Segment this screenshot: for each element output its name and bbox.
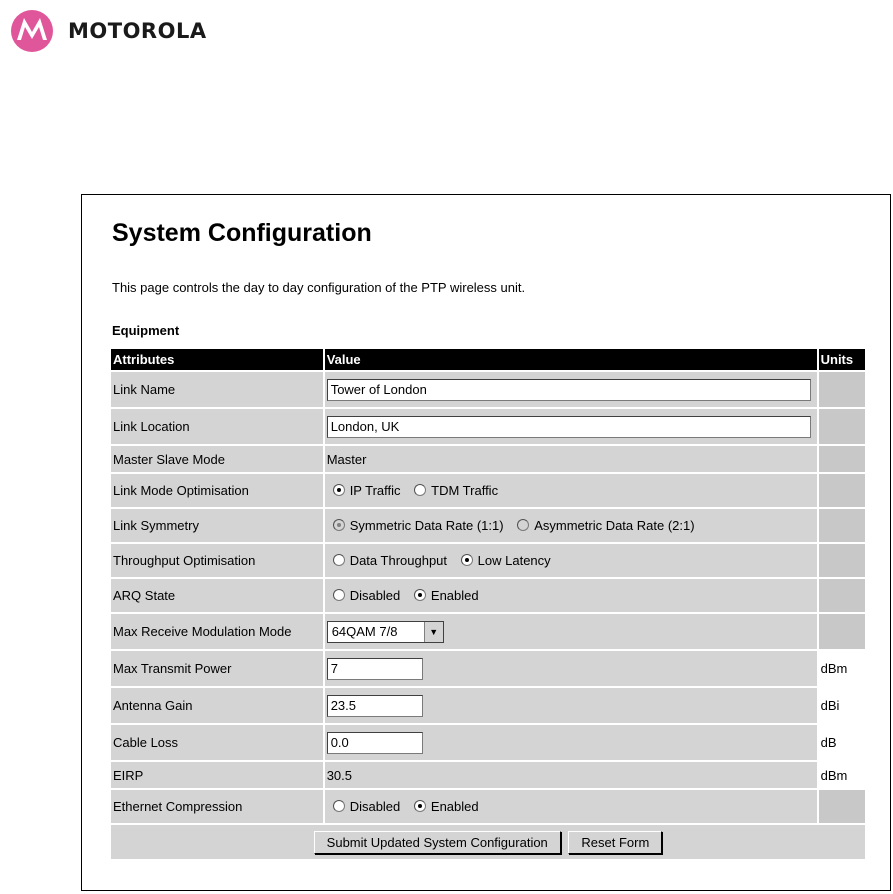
antenna-gain-input[interactable] [327,695,423,717]
table-header-row [111,349,865,370]
table-row [111,372,865,407]
chevron-down-icon[interactable]: ▼ [424,622,443,642]
radio-selected-icon[interactable] [461,554,473,566]
submit-configuration-button[interactable]: Submit Updated System Configuration [314,831,561,854]
brand-name: MOTOROLA [68,19,207,43]
symmetric-option: Symmetric Data Rate (1:1) [333,518,504,533]
radio-selected-icon[interactable] [414,800,426,812]
reset-form-button[interactable]: Reset Form [568,831,662,854]
attr-label: Antenna Gain [111,688,323,723]
table-row [111,579,865,612]
section-label: Equipment [112,323,180,338]
page-title: System Configuration [112,219,372,247]
unit-label: dBm [819,651,865,686]
compression-enabled-option[interactable]: Enabled [414,799,479,814]
radio-icon[interactable] [333,554,345,566]
tdm-traffic-option[interactable]: TDM Traffic [414,483,498,498]
unit-label: dB [819,725,865,760]
attr-label: Link Name [111,372,323,407]
unit-label: dBi [819,688,865,723]
compression-disabled-option[interactable]: Disabled [333,799,401,814]
table-row [111,790,865,823]
header-units: Units [819,349,865,370]
cable-loss-input[interactable] [327,732,423,754]
attr-label: Link Mode Optimisation [111,474,323,507]
motorola-batwing-icon [10,9,54,53]
button-row [111,825,865,859]
attr-label: Max Receive Modulation Mode [111,614,323,649]
attr-label: Throughput Optimisation [111,544,323,577]
arq-enabled-option[interactable]: Enabled [414,588,479,603]
config-table [109,347,867,861]
unit-label: dBm [819,762,865,788]
table-row [111,409,865,444]
attr-label: EIRP [111,762,323,788]
low-latency-option[interactable]: Low Latency [461,553,551,568]
eirp-value: 30.5 [325,762,817,788]
table-row [111,651,865,686]
page-description: This page controls the day to day configuration of the PTP wireless unit. [112,280,526,295]
attr-label: Ethernet Compression [111,790,323,823]
table-row [111,446,865,472]
table-row [111,509,865,542]
radio-disabled-icon [517,519,529,531]
header-attributes: Attributes [111,349,323,370]
table-row [111,614,865,649]
ip-traffic-option[interactable]: IP Traffic [333,483,401,498]
radio-disabled-selected-icon [333,519,345,531]
link-location-input[interactable] [327,416,811,438]
table-row [111,544,865,577]
arq-disabled-option[interactable]: Disabled [333,588,401,603]
data-throughput-option[interactable]: Data Throughput [333,553,447,568]
motorola-logo [10,8,207,54]
table-row [111,688,865,723]
modulation-select[interactable] [327,621,444,643]
table-row [111,474,865,507]
radio-icon[interactable] [414,484,426,496]
attr-label: ARQ State [111,579,323,612]
link-name-input[interactable] [327,379,811,401]
attr-label: Cable Loss [111,725,323,760]
attr-label: Max Transmit Power [111,651,323,686]
attr-label: Link Location [111,409,323,444]
radio-icon[interactable] [333,800,345,812]
config-panel [81,194,891,891]
table-row [111,762,865,788]
table-row [111,725,865,760]
radio-selected-icon[interactable] [414,589,426,601]
header-value: Value [325,349,817,370]
radio-icon[interactable] [333,589,345,601]
modulation-selected-value: 64QAM 7/8 [331,623,398,639]
attr-label: Master Slave Mode [111,446,323,472]
attr-label: Link Symmetry [111,509,323,542]
radio-selected-icon[interactable] [333,484,345,496]
master-slave-value: Master [325,446,817,472]
max-transmit-power-input[interactable] [327,658,423,680]
asymmetric-option: Asymmetric Data Rate (2:1) [517,518,694,533]
